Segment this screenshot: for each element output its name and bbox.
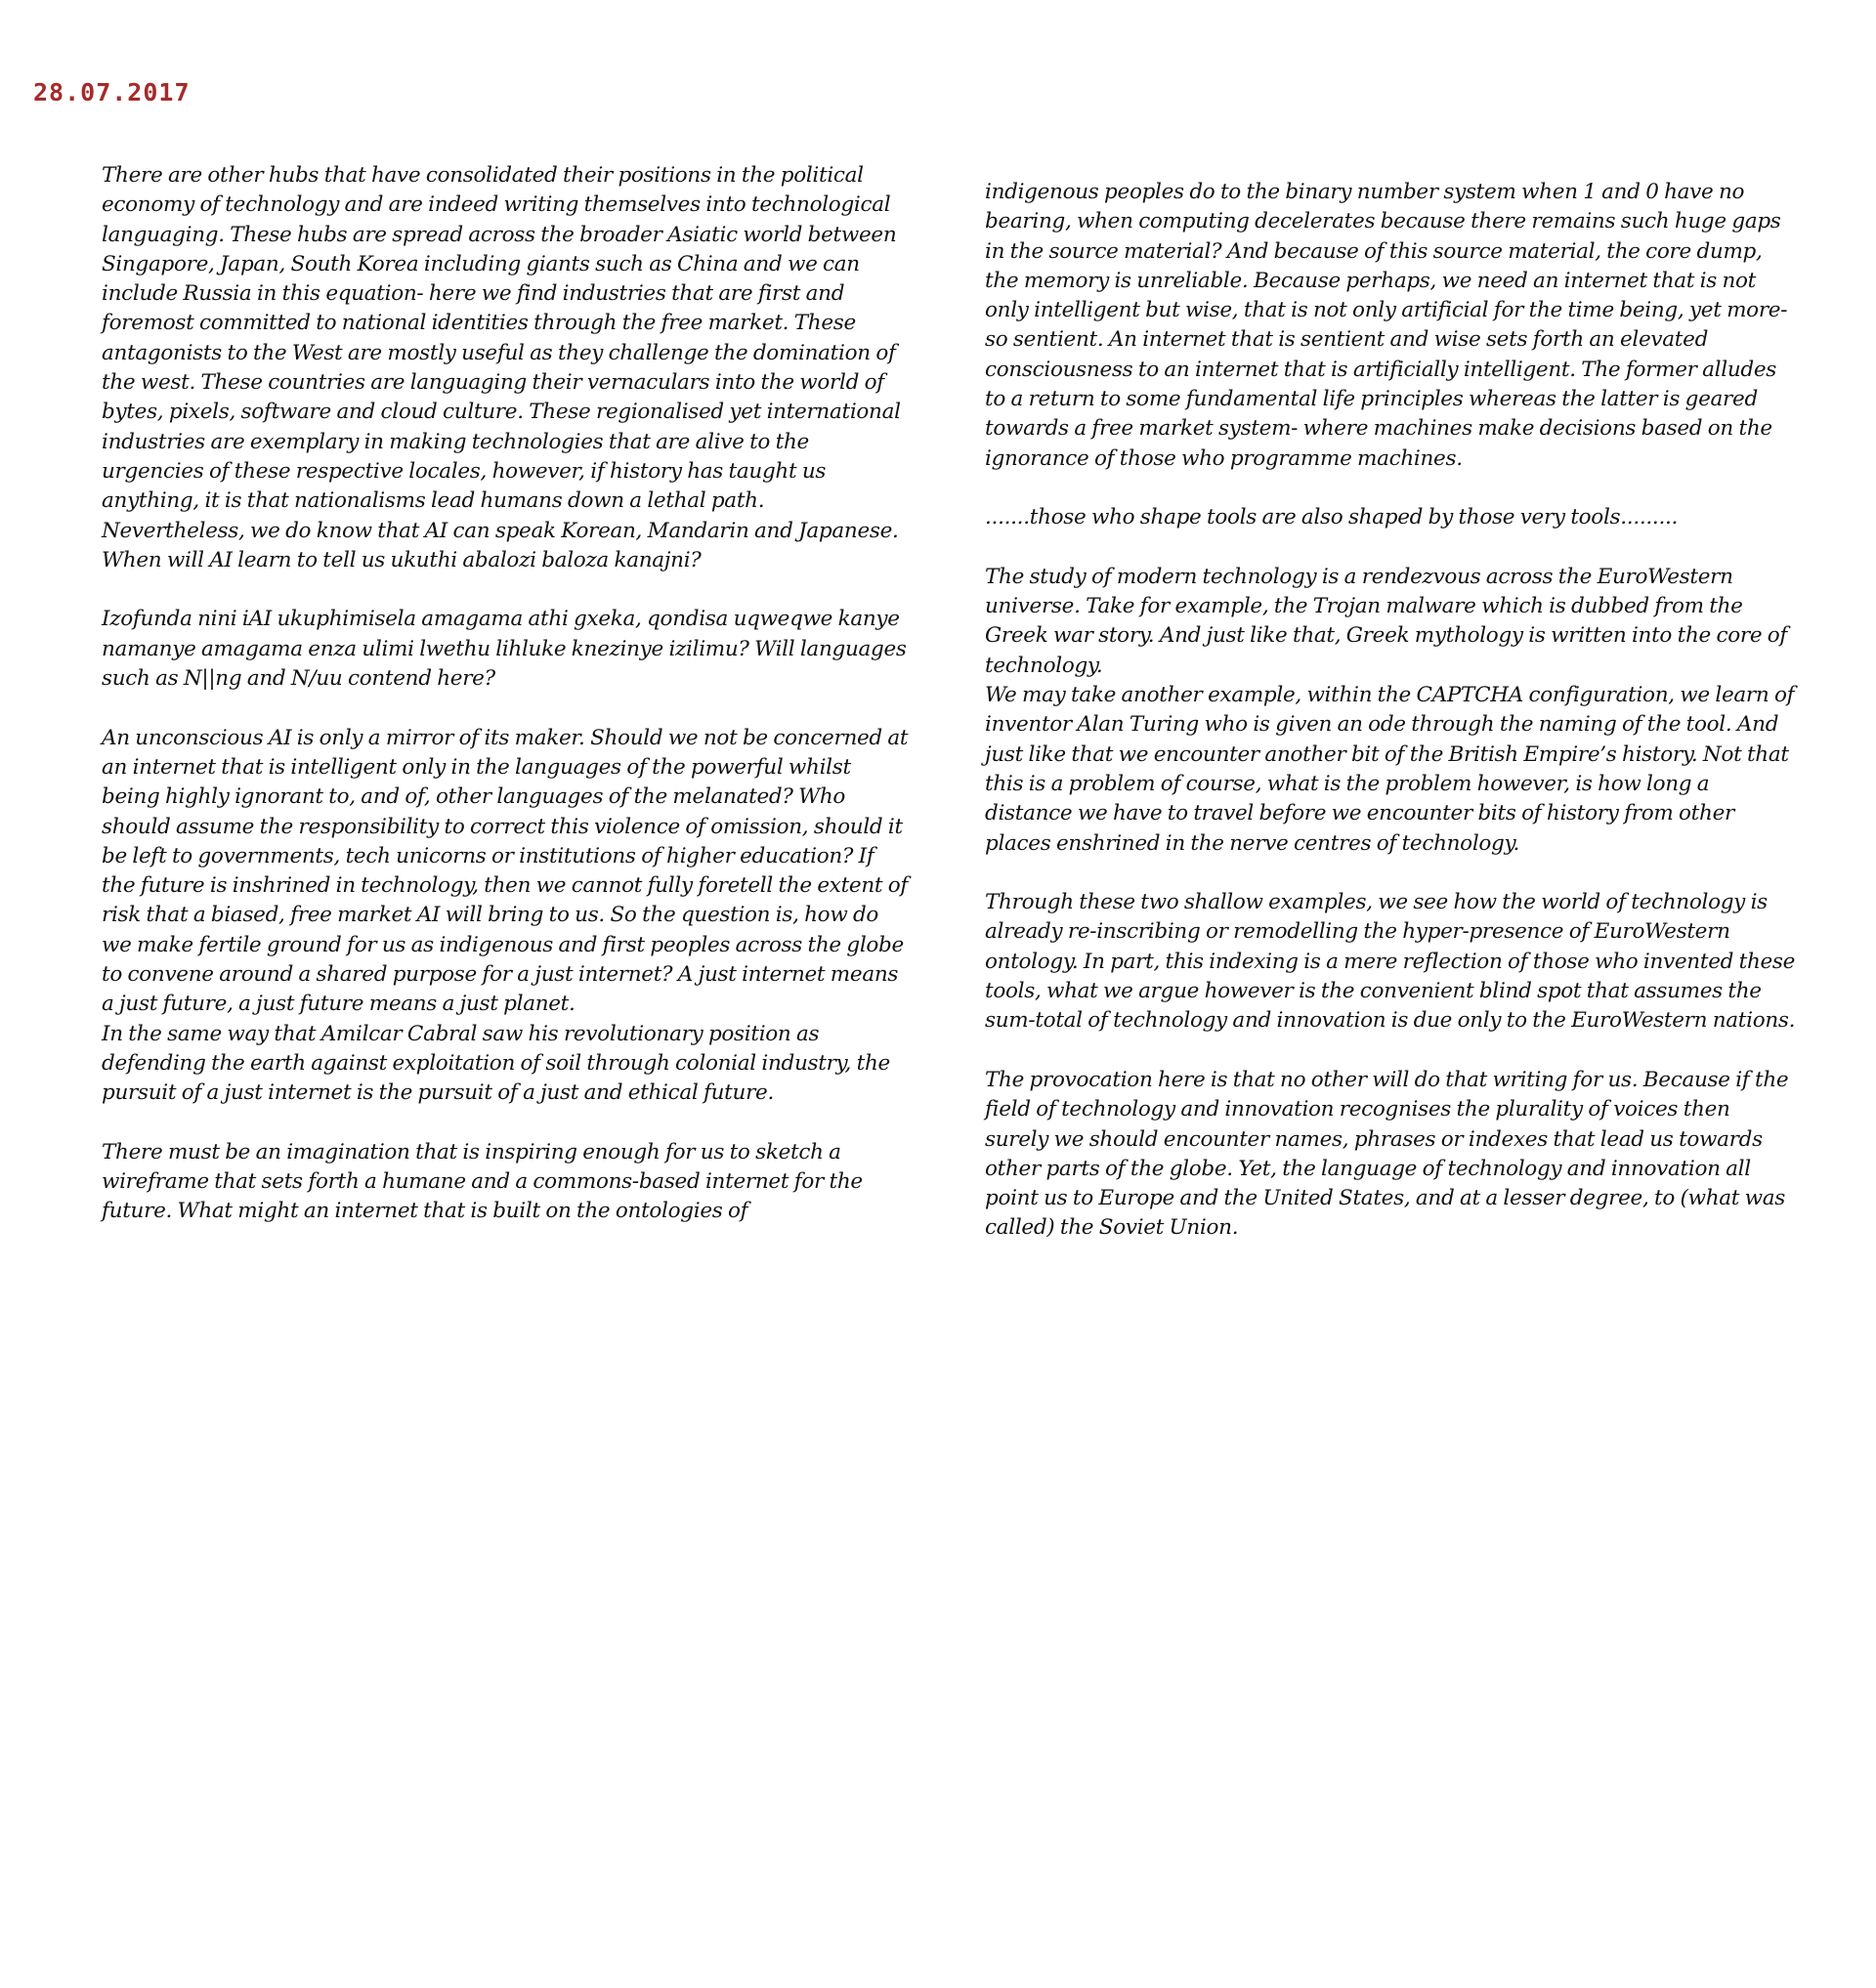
paragraph-imagination-wireframe: There must be an imagination that is inspiring enough for us to sketch a wireframe that sets forth a humane and a commons-based internet for the future. What might an internet that is built on the ontologies of <box>102 1139 863 1224</box>
paragraph-unconscious-ai: An unconscious AI is only a mirror of its maker. Should we not be concerned at an internet that is intelligent only in the languages of the powerful whilst being highly ignorant to, and of, other languages of the melanated? Who should assume the responsibility to correct this violence of omission, should it be left to governments, tech unicorns or institutions of higher education? If the future is inshrined in technology, then we cannot fully foretell the extent of risk that a biased, free market AI will bring to us. So the question is, how do we make fertile ground for us as indigenous and first peoples across the globe to convene around a shared purpose for a just internet? A just internet means a just future, a just future means a just planet. <box>102 725 909 1017</box>
pull-quote-shape-tools: .......those who shape tools are also shaped by those very tools......... <box>985 505 1679 530</box>
left-text-column <box>102 161 913 1256</box>
right-text-column <box>985 178 1796 1273</box>
paragraph-binary-system: indigenous peoples do to the binary number system when 1 and 0 have no bearing, when computing decelerates because there remains such huge gaps in the source material? And because of this source material, the core dump, the memory is unreliable. Because perhaps, we need an internet that is not only intelligent but wise, that is not only artificial for the time being, yet more-so sentient. An internet that is sentient and wise sets forth an elevated consciousness to an internet that is artificially intelligent. The former alludes to a return to some fundamental life principles whereas the latter is geared towards a free market system- where machines make decisions based on the ignorance of those who programme machines. <box>985 180 1788 471</box>
paragraph-shallow-examples: Through these two shallow examples, we see how the world of technology is already re-inscribing or remodelling the hyper-presence of EuroWestern ontology. In part, this indexing is a mere reflection of those who invented these tools, what we argue however is the convenient blind spot that assumes the sum-total of technology and innovation is due only to the EuroWestern nations. <box>985 890 1796 1034</box>
paragraph-provocation: The provocation here is that no other will do that writing for us. Because if the field of technology and innovation recognises the plurality of voices then surely we should encounter names, phrases or indexes that lead us towards other parts of the globe. Yet, the language of technology and innovation all point us to Europe and the United States, and at a lesser degree, to (what was called) the Soviet Union. <box>985 1067 1789 1241</box>
paragraph-isixhosa-question: Izofunda nini iAI ukuphimisela amagama athi gxeka, qondisa uqweqwe kanye namanye amagama enza ulimi lwethu lihluke knezinye izilimu? Will languages such as N||ng and N/uu contend here? <box>102 607 907 692</box>
paragraph-asiatic-hubs: There are other hubs that have consolidated their positions in the political economy of technology and are indeed writing themselves into technological languaging. These hubs are spread across the broader Asiatic world between Singapore, Japan, South Korea including giants such as China and we can include Russia in this equation- here we find industries that are first and foremost committed to national identities through the free market. These antagonists to the West are mostly useful as they challenge the domination of the west. These countries are languaging their vernaculars into the world of bytes, pixels, software and cloud culture. These regionalised yet international industries are exemplary in making technologies that are alive to the urgencies of these respective locales, however, if history has taught us anything, it is that nationalisms lead humans down a lethal path. Nevertheless, we do know that AI can speak Korean, Mandarin and Japanese. When will AI learn to tell us ukuthi abalozi baloza kanajni? <box>102 163 901 572</box>
paragraph-trojan-example: The study of modern technology is a rendezvous across the EuroWestern universe. Take for example, the Trojan malware which is dubbed from the Greek war story. And just like that, Greek mythology is written into the core of technology. <box>985 564 1788 678</box>
paragraph-captcha-example: We may take another example, within the CAPTCHA configuration, we learn of inventor Alan Turing who is given an ode through the naming of the tool. And just like that we encounter another bit of the British Empire’s history. Not that this is a problem of course, what is the problem however, is how long a distance we have to travel before we encounter bits of history from other places enshrined in the nerve centres of technology. <box>985 683 1795 856</box>
page-date: 28.07.2017 <box>33 78 191 106</box>
paragraph-amilcar-cabral: In the same way that Amilcar Cabral saw his revolutionary position as defending the earth against exploitation of soil through colonial industry, the pursuit of a just internet is the pursuit of a just and ethical future. <box>102 1021 890 1106</box>
